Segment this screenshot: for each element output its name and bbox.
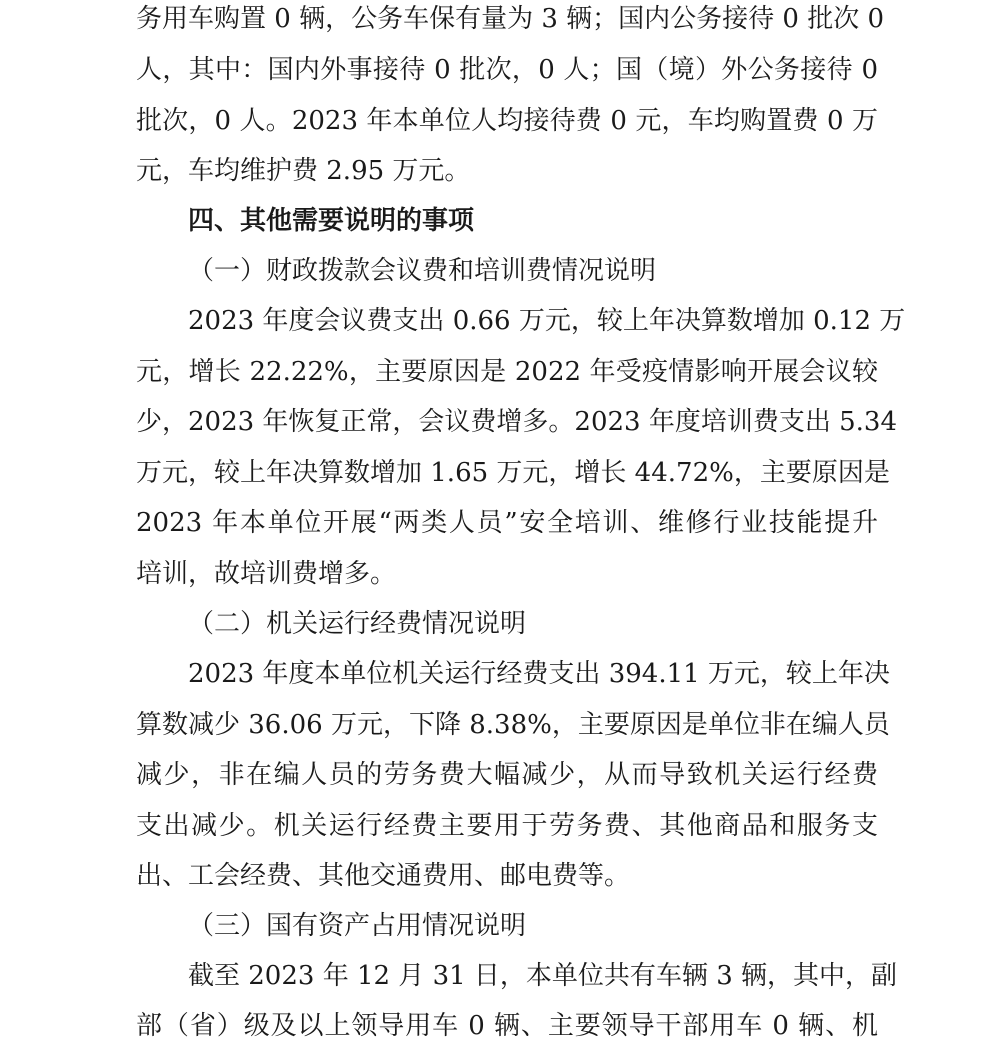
paragraph-line: 截至 2023 年 12 月 31 日，本单位共有车辆 3 辆，其中，副 [188,961,897,991]
paragraph-line: 元，增长 22.22%，主要原因是 2022 年受疫情影响开展会议较 [136,357,878,387]
paragraph-line: 支出减少。机关运行经费主要用于劳务费、其他商品和服务支 [136,811,878,841]
paragraph-line: 出、工会经费、其他交通费用、邮电费等。 [136,861,631,891]
paragraph-line: 务用车购置 0 辆，公务车保有量为 3 辆；国内公务接待 0 批次 0 [136,4,885,34]
paragraph-line: 2023 年度会议费支出 0.66 万元，较上年决算数增加 0.12 万 [188,306,906,336]
paragraph-line: 部（省）级及以上领导用车 0 辆、主要领导干部用车 0 辆、机 [136,1011,878,1041]
subsection-heading-3: （三）国有资产占用情况说明 [188,911,527,941]
paragraph-line: 元，车均维护费 2.95 万元。 [136,156,471,186]
paragraph-line: 2023 年度本单位机关运行经费支出 394.11 万元，较上年决 [188,659,890,689]
paragraph-line: 算数减少 36.06 万元，下降 8.38%，主要原因是单位非在编人员 [136,710,890,740]
paragraph-line: 万元，较上年决算数增加 1.65 万元，增长 44.72%，主要原因是 [136,458,890,488]
section-heading-4: 四、其他需要说明的事项 [188,206,475,236]
paragraph-line: 减少，非在编人员的劳务费大幅减少，从而导致机关运行经费 [136,760,878,790]
paragraph-line: 少，2023 年恢复正常，会议费增多。2023 年度培训费支出 5.34 [136,407,898,437]
subsection-heading-2: （二）机关运行经费情况说明 [188,609,527,639]
paragraph-line: 人，其中：国内外事接待 0 批次，0 人；国（境）外公务接待 0 [136,55,878,85]
paragraph-line: 批次，0 人。2023 年本单位人均接待费 0 元，车均购置费 0 万 [136,106,878,136]
paragraph-line: 2023 年本单位开展“两类人员”安全培训、维修行业技能提升 [136,508,878,538]
paragraph-line: 培训，故培训费增多。 [136,559,397,589]
subsection-heading-1: （一）财政拨款会议费和培训费情况说明 [188,256,657,286]
